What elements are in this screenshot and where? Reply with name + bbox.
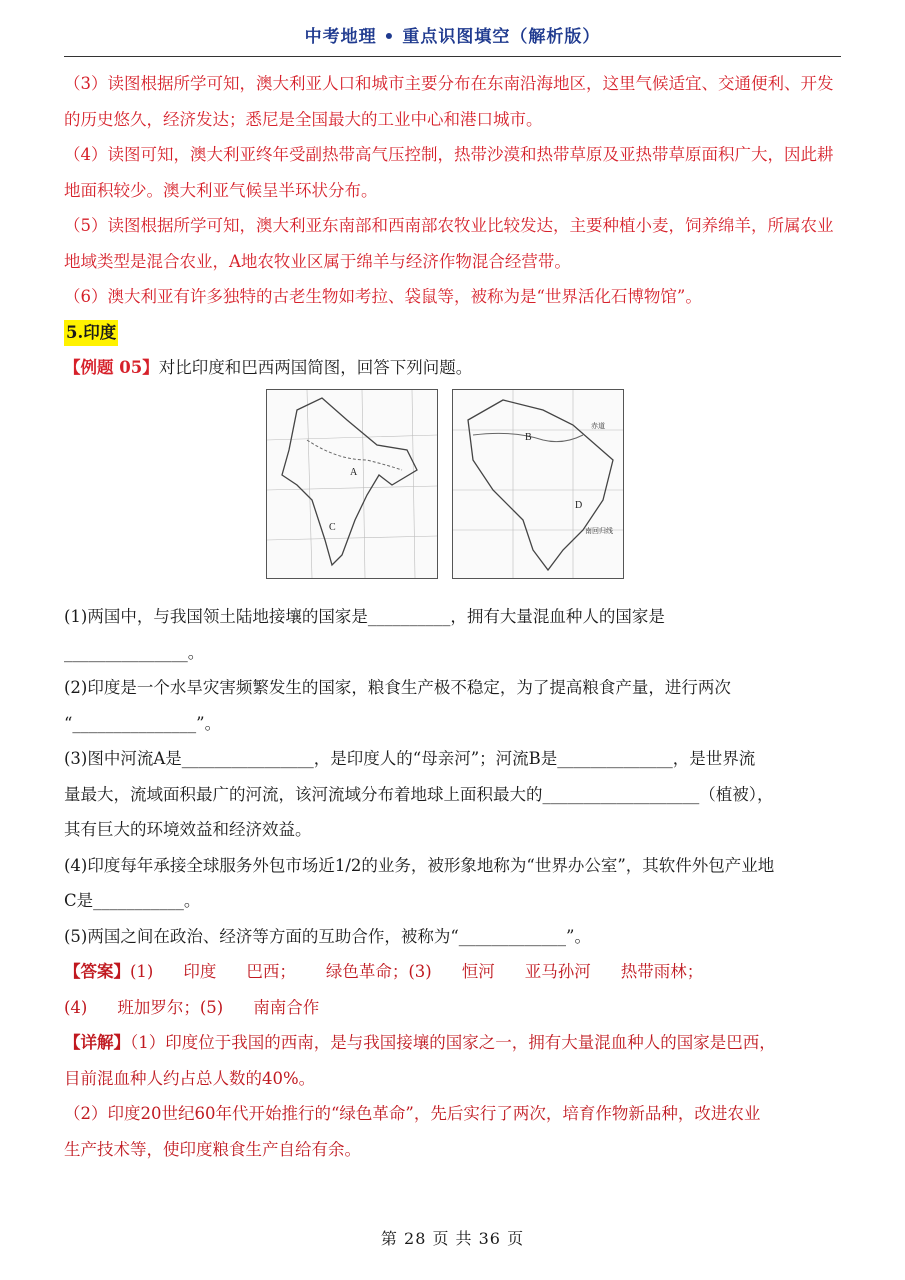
india-label-a: A [350,467,358,478]
page-footer: 第 28 页 共 36 页 [380,1229,525,1248]
answer-tag: 【答案】 [64,962,130,981]
answer-item: 亚马孙河 [524,962,591,981]
answer-item: 南南合作 [253,997,320,1017]
india-map-drawing [267,390,437,578]
question-2-line2: “_______________”。 [64,713,222,733]
question-1-line1: (1)两国中，与我国领土陆地接壤的国家是__________，拥有大量混血种人的国家是 [64,607,665,626]
brazil-label-equator: 赤道 [591,422,605,430]
detail-p1-line1 [64,1025,841,1061]
question-1-line2: _______________。 [64,642,205,662]
explanation-6: （6）澳大利亚有许多独特的古老生物如考拉、袋鼠等，被称为是“世界活化石博物馆”。 [64,287,702,306]
header-rule [64,56,841,57]
question-4-line1: (4)印度每年承接全球服务外包市场近1/2的业务，被形象地称为“世界办公室”，其软件外包产业地 [64,855,775,875]
brazil-label-b: B [525,432,532,443]
example-tag: 【例题 05】 [64,357,159,377]
india-map [266,389,438,579]
question-4-line2: C是___________。 [64,891,201,910]
answer-item: 热带雨林； [620,962,704,981]
example-intro [64,350,841,386]
answer-item: 巴西； [246,962,296,981]
question-2-line1: (2)印度是一个水旱灾害频繁发生的国家，粮食生产极不稳定，为了提高粮食产量，进行两次 [64,678,731,697]
explanation-5: （5）读图根据所学可知，澳大利亚东南部和西南部农牧业比较发达，主要种植小麦，饲养绵羊，所属农业地域类型是混合农业，A地农牧业区属于绵羊与经济作物混合经营带。 [64,216,834,271]
detail-p2-line2: 生产技术等，使印度粮食生产自给有余。 [64,1139,361,1159]
explanation-4: （4）读图可知，澳大利亚终年受副热带高气压控制，热带沙漠和热带草原及亚热带草原面积广大，因此耕地面积较少。澳大利亚气候呈半环状分布。 [64,145,834,200]
question-3-line3: 其有巨大的环境效益和经济效益。 [64,820,312,839]
detail-p1-line2: 目前混血种人约占总人数的40%。 [64,1068,316,1088]
answer-item: (4) [64,997,88,1017]
brazil-map-drawing [453,390,623,578]
india-label-c: C [329,522,336,533]
detail-text: （1）印度位于我国的西南，是与我国接壤的国家之一，拥有大量混血种人的国家是巴西， [130,1033,776,1052]
page-content [64,66,841,1167]
question-3-line1: (3)图中河流A是________________，是印度人的“母亲河”；河流B是______________，是世界流 [64,749,756,768]
detail-p2-line1: （2）印度20世纪60年代开始推行的“绿色革命”，先后实行了两次，培育作物新品种，改进农业 [64,1104,761,1123]
page-header: 中考地理 • 重点识图填空（解析版） [304,27,601,47]
answer-line-2 [64,990,841,1026]
example-text: 对比印度和巴西两国简图，回答下列问题。 [158,357,473,377]
answer-item: 印度 [183,962,217,981]
question-5-line1: (5)两国之间在政治、经济等方面的互助合作，被称为“_____________”。 [64,926,591,946]
explanation-3: （3）读图根据所学可知，澳大利亚人口和城市主要分布在东南沿海地区，这里气候适宜、交通便利、开发的历史悠久，经济发达；悉尼是全国最大的工业中心和港口城市。 [64,74,834,129]
answer-item: (3) [408,962,432,981]
answer-item: (5) [199,997,224,1017]
answer-item: (1) [130,962,154,981]
brazil-label-d: D [575,500,583,511]
question-3-line2: 量最大，流域面积最广的河流，该河流域分布着地球上面积最大的___________________（植被）， [64,784,774,804]
section-title: 5.印度 [64,320,118,346]
maps-figure [64,389,841,597]
answer-item: 恒河 [461,962,495,981]
brazil-map [452,389,624,579]
answer-line-1 [64,954,841,990]
brazil-label-tropic: 南回归线 [585,527,613,535]
answer-item: 班加罗尔； [117,997,200,1017]
detail-tag: 【详解】 [64,1033,130,1052]
answer-item: 绿色革命； [325,962,409,981]
